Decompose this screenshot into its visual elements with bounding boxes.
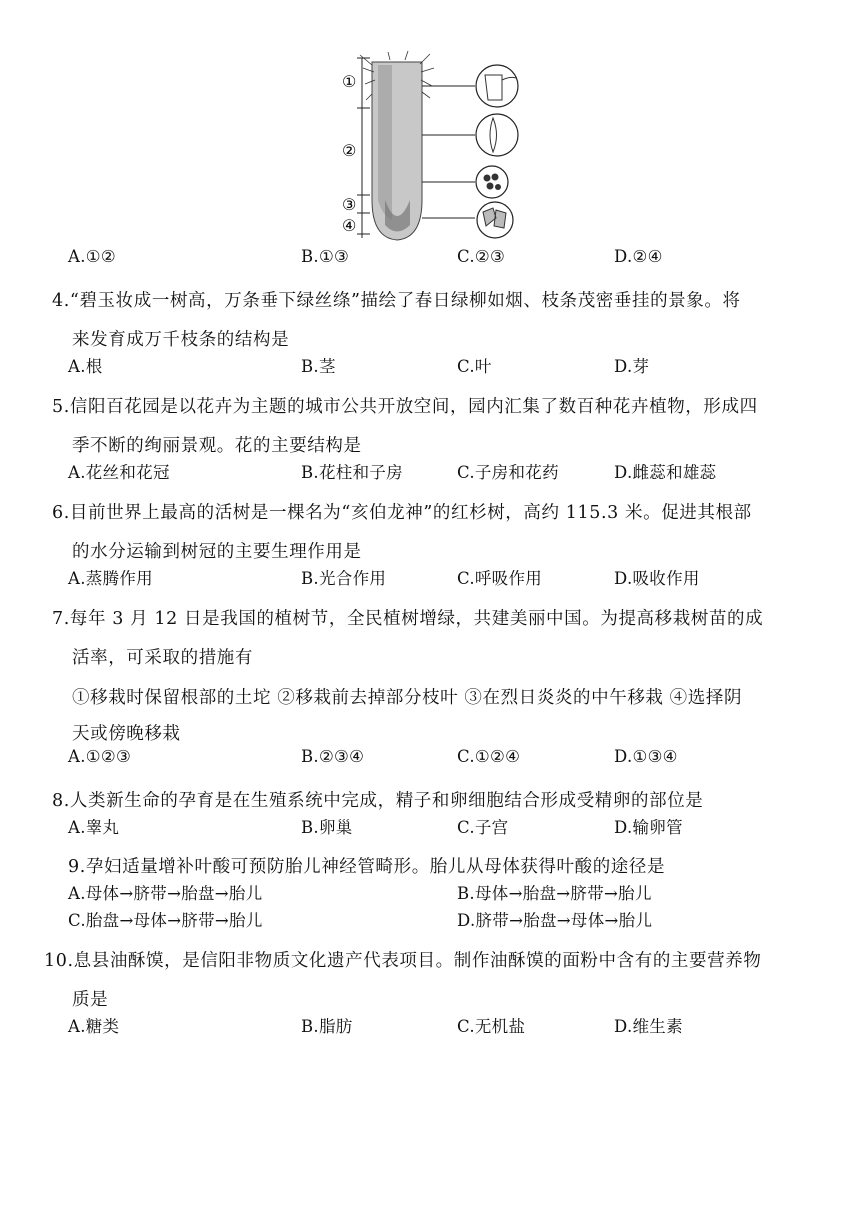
q6-option-c: C.呼吸作用 <box>457 569 543 588</box>
q10-option-a: A.糖类 <box>68 1017 120 1036</box>
q4-option-a: A.根 <box>68 357 103 376</box>
q5-stem-line2: 季不断的绚丽景观。花的主要结构是 <box>72 436 362 456</box>
q3-option-d: D.②④ <box>614 247 663 266</box>
q7-option-a: A.①②③ <box>68 747 132 766</box>
q7-stem-line1: 7.每年 3 月 12 日是我国的植树节，全民植树增绿，共建美丽中国。为提高移栽树苗的成 <box>52 609 764 629</box>
q5-stem-line1: 5.信阳百花园是以花卉为主题的城市公共开放空间，园内汇集了数百种花卉植物，形成四 <box>52 397 758 417</box>
q7-stem-line3: ①移栽时保留根部的土坨 ②移栽前去掉部分枝叶 ③在烈日炎炎的中午移栽 ④选择阴 <box>72 688 743 708</box>
q5-option-a: A.花丝和花冠 <box>68 463 170 482</box>
root-tip-figure <box>330 50 530 245</box>
q3-option-a: A.①② <box>68 247 116 266</box>
q10-option-d: D.维生素 <box>614 1017 683 1036</box>
zone-label-4: ④ <box>342 216 357 235</box>
q6-stem-line1: 6.目前世界上最高的活树是一棵名为“亥伯龙神”的红杉树，高约 115.3 米。促进其根部 <box>52 503 752 523</box>
q7-option-b: B.②③④ <box>301 747 365 766</box>
q6-option-b: B.光合作用 <box>301 569 387 588</box>
q4-stem-line2: 来发育成万千枝条的结构是 <box>72 330 290 350</box>
q5-option-d: D.雌蕊和雄蕊 <box>614 463 717 482</box>
q6-stem-line2: 的水分运输到树冠的主要生理作用是 <box>72 542 362 562</box>
q7-stem-line2: 活率，可采取的措施有 <box>72 648 253 668</box>
q10-stem-line1: 10.息县油酥馍，是信阳非物质文化遗产代表项目。制作油酥馍的面粉中含有的主要营养物 <box>44 951 762 971</box>
zone-label-2: ② <box>342 141 357 160</box>
q10-option-c: C.无机盐 <box>457 1017 526 1036</box>
q9-option-a: A.母体→脐带→胎盘→胎儿 <box>68 884 263 903</box>
q3-option-c: C.②③ <box>457 247 506 266</box>
q6-option-a: A.蒸腾作用 <box>68 569 153 588</box>
q5-option-b: B.花柱和子房 <box>301 463 403 482</box>
q7-option-c: C.①②④ <box>457 747 521 766</box>
q4-option-d: D.芽 <box>614 357 650 376</box>
q8-stem-line1: 8.人类新生命的孕育是在生殖系统中完成，精子和卵细胞结合形成受精卵的部位是 <box>52 791 704 811</box>
q6-option-d: D.吸收作用 <box>614 569 700 588</box>
q5-option-c: C.子房和花药 <box>457 463 559 482</box>
q7-stem-line4: 天或傍晚移栽 <box>72 724 181 744</box>
q8-option-c: C.子宫 <box>457 818 509 837</box>
q9-option-c: C.胎盘→母体→脐带→胎儿 <box>68 911 263 930</box>
q8-option-b: B.卵巢 <box>301 818 353 837</box>
q10-stem-line2: 质是 <box>72 990 109 1010</box>
q10-option-b: B.脂肪 <box>301 1017 353 1036</box>
q4-option-b: B.茎 <box>301 357 336 376</box>
zone-label-1: ① <box>342 72 357 91</box>
q9-stem-line1: 9.孕妇适量增补叶酸可预防胎儿神经管畸形。胎儿从母体获得叶酸的途径是 <box>68 857 666 877</box>
q8-option-d: D.输卵管 <box>614 818 683 837</box>
q8-option-a: A.睾丸 <box>68 818 120 837</box>
q7-option-d: D.①③④ <box>614 747 678 766</box>
q3-option-b: B.①③ <box>301 247 350 266</box>
q9-option-b: B.母体→胎盘→脐带→胎儿 <box>457 884 652 903</box>
q4-option-c: C.叶 <box>457 357 492 376</box>
q4-stem-line1: 4.“碧玉妆成一树高，万条垂下绿丝绦”描绘了春日绿柳如烟、枝条茂密垂挂的景象。将 <box>52 291 741 311</box>
q9-option-d: D.脐带→胎盘→母体→胎儿 <box>457 911 653 930</box>
zone-label-3: ③ <box>342 195 357 214</box>
